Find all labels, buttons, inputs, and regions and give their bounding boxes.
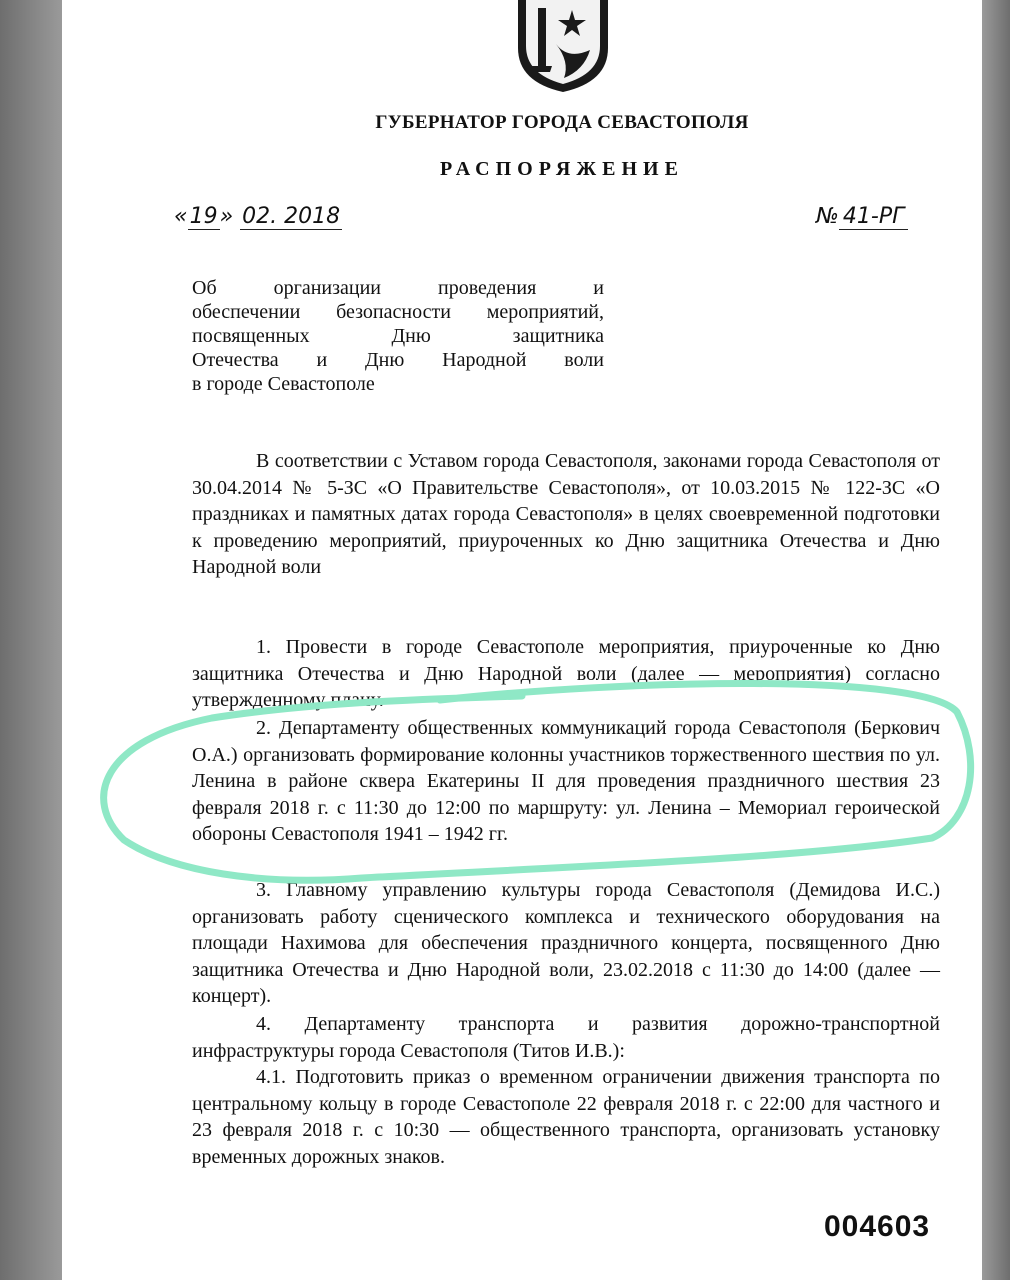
item-4-paragraph: 4. Департаменту транспорта и развития дорожно-транспортной инфраструктуры города Севастополя (Титов И.В.): <box>192 1013 940 1062</box>
intro-paragraph: В соответствии с Уставом города Севастополя, законами города Севастополя от 30.04.2014 № 5-ЗС «О Правительстве Севастополя», от 10.03.2015 № 122-ЗС «О праздниках и памятных датах города Севастополя» в целях своевременной подготовки к проведению мероприятий, приуроченных ко Дню защитника Отечества и Дню Народной воли <box>192 450 940 578</box>
intro-paragraph-block <box>192 448 940 581</box>
item-4-1-block <box>192 1064 940 1170</box>
item-4-1-paragraph: 4.1. Подготовить приказ о временном ограничении движения транспорта по центральному кольцу в городе Севастополе 22 февраля 2018 г. с 22:00 для частного и 23 февраля 2018 г. с 10:30 — общественного транспорта, организовать установку временных дорожных знаков. <box>192 1066 940 1168</box>
number-value: 41-РГ <box>839 204 908 230</box>
viewer-frame-left <box>0 0 62 1280</box>
date-month-year: 02. 2018 <box>242 204 341 229</box>
item-4-block <box>192 1011 940 1064</box>
subject-line: Об организации проведения и <box>192 277 604 299</box>
document-type-title: РАСПОРЯЖЕНИЕ <box>440 158 684 180</box>
subject-line: обеспечении безопасности мероприятий, <box>192 301 604 323</box>
document-date <box>174 204 342 229</box>
subject-line: посвященных Дню защитника <box>192 325 604 347</box>
item-3-block <box>192 877 940 1010</box>
sevastopol-coat-of-arms-icon <box>510 0 616 92</box>
item-2-paragraph: 2. Департаменту общественных коммуникаций города Севастополя (Беркович О.А.) организовать формирование колонны участников торжественного шествия по ул. Ленина в районе сквера Екатерины II для проведения праздничного шествия 23 февраля 2018 г. с 11:30 до 12:00 по маршруту: ул. Ленина – Мемориал героической обороны Севастополя 1941 – 1942 гг. <box>192 717 940 845</box>
document-page <box>62 0 982 1280</box>
item-3-paragraph: 3. Главному управлению культуры города Севастополя (Демидова И.С.) организовать работу сценического комплекса и технического оборудования на площади Нахимова для обеспечения праздничного концерта, посвященного Дню защитника Отечества и Дню Народной воли, 23.02.2018 с 11:30 до 14:00 (далее — концерт). <box>192 879 940 1007</box>
number-sign: № <box>816 204 839 229</box>
viewer-frame-right <box>982 0 1010 1280</box>
document-code: 004603 <box>824 1210 931 1243</box>
issuer-title: ГУБЕРНАТОР ГОРОДА СЕВАСТОПОЛЯ <box>375 112 749 133</box>
item-1-block <box>192 634 940 714</box>
date-day: 19 <box>189 204 218 229</box>
item-2-block <box>192 715 940 848</box>
document-number <box>816 204 908 229</box>
item-1-paragraph: 1. Провести в городе Севастополе мероприятия, приуроченные ко Дню защитника Отечества и Дню Народной воли (далее — мероприятия) согласно утвержденному плану. <box>192 636 940 711</box>
subject-line: в городе Севастополе <box>192 373 375 395</box>
date-open-quote: « <box>174 204 188 229</box>
subject-line: Отечества и Дню Народной воли <box>192 349 604 371</box>
date-close-quote: » <box>219 204 234 229</box>
document-subject <box>192 276 604 396</box>
